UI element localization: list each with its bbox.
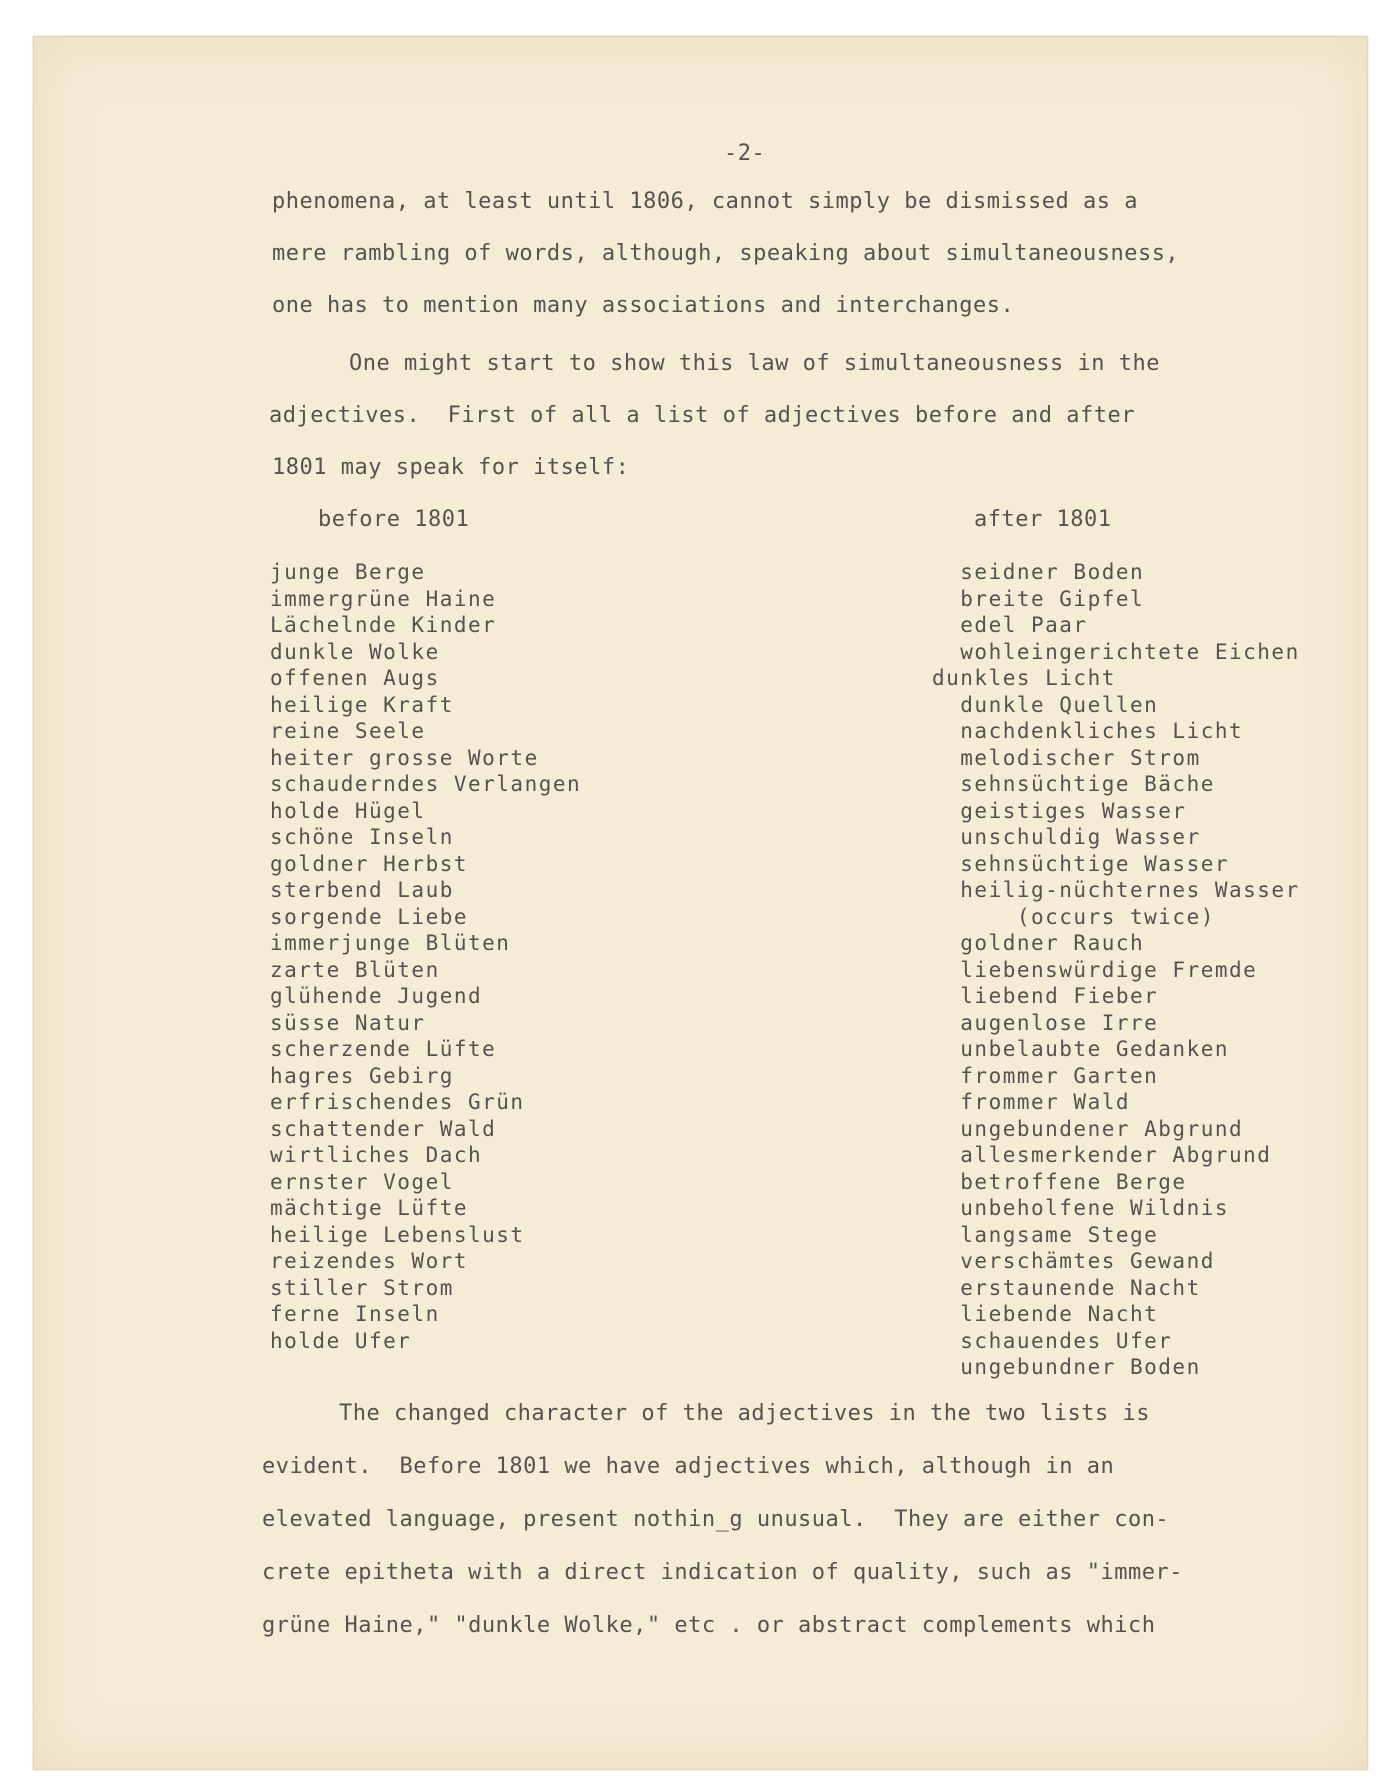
column-heading-before: before 1801 (318, 507, 470, 532)
column-heading-after: after 1801 (974, 507, 1112, 532)
paragraph-line: adjectives. First of all a list of adjectives before and after (269, 403, 1135, 428)
before-item: hagres Gebirg (270, 1063, 454, 1088)
paragraph-line: 1801 may speak for itself: (272, 455, 630, 480)
paragraph-line: phenomena, at least until 1806, cannot simply be dismissed as a (272, 189, 1138, 214)
after-item: erstaunende Nacht (932, 1275, 1201, 1300)
before-item: erfrischendes Grün (270, 1090, 525, 1114)
after-item: unbeholfene Wildnis (932, 1196, 1230, 1220)
after-item: unschuldig Wasser (932, 825, 1201, 849)
after-item: dunkles Licht (932, 666, 1116, 690)
after-item: edel Paar (932, 613, 1088, 637)
after-item: heilig-nüchternes Wasser (932, 878, 1300, 902)
paragraph-line: crete epitheta with a direct indication of quality, such as "immer- (262, 1560, 1183, 1585)
after-item: augenlose Irre (932, 1010, 1159, 1035)
after-item: ungebundener Abgrund (932, 1116, 1244, 1141)
paragraph-line: elevated language, present nothin_g unusual. They are either con- (262, 1507, 1170, 1532)
before-item: heilige Lebenslust (270, 1222, 525, 1247)
after-item: frommer Wald (932, 1090, 1131, 1114)
before-item: offenen Augs (270, 666, 440, 690)
after-item: ungebundner Boden (932, 1355, 1201, 1379)
before-item: ernster Vogel (270, 1169, 454, 1194)
before-item: sorgende Liebe (270, 904, 469, 929)
before-item: immerjunge Blüten (270, 931, 511, 955)
before-item: schauderndes Verlangen (270, 772, 582, 796)
after-item: liebenswürdige Fremde (932, 957, 1258, 982)
after-item: nachdenkliches Licht (932, 719, 1244, 743)
before-item: Lächelnde Kinder (270, 613, 497, 637)
after-item: dunkle Quellen (932, 692, 1159, 717)
adjective-list-before (270, 559, 581, 1354)
after-item: liebende Nacht (932, 1302, 1159, 1326)
paragraph-line: grüne Haine," "dunkle Wolke," etc . or abstract complements which (262, 1613, 1156, 1638)
after-item: (occurs twice) (932, 904, 1215, 929)
paragraph-line: One might start to show this law of simultaneousness in the (349, 351, 1160, 376)
before-item: immergrüne Haine (270, 586, 497, 611)
page-number: -2- (724, 141, 766, 166)
after-item: melodischer Strom (932, 745, 1201, 770)
before-item: schöne Inseln (270, 825, 454, 849)
before-item: sterbend Laub (270, 878, 454, 902)
paragraph-line: one has to mention many associations and interchanges. (272, 293, 1015, 318)
before-item: reine Seele (270, 719, 426, 743)
paragraph-line: mere rambling of words, although, speaking about simultaneousness, (272, 241, 1180, 266)
after-item: frommer Garten (932, 1063, 1159, 1088)
after-item: geistiges Wasser (932, 798, 1187, 823)
after-item: sehnsüchtige Wasser (932, 851, 1230, 876)
typewritten-page (33, 36, 1368, 1770)
after-item: verschämtes Gewand (932, 1249, 1215, 1273)
before-item: glühende Jugend (270, 984, 483, 1008)
before-item: wirtliches Dach (270, 1143, 483, 1167)
before-item: heilige Kraft (270, 692, 454, 717)
after-item: wohleingerichtete Eichen (932, 639, 1300, 664)
before-item: goldner Herbst (270, 851, 469, 876)
before-item: dunkle Wolke (270, 639, 440, 664)
after-item: sehnsüchtige Bäche (932, 772, 1215, 796)
before-item: süsse Natur (270, 1010, 426, 1035)
after-item: liebend Fieber (932, 984, 1159, 1008)
after-item: schauendes Ufer (932, 1328, 1173, 1353)
before-item: holde Ufer (270, 1328, 412, 1353)
before-item: mächtige Lüfte (270, 1196, 469, 1220)
before-item: heiter grosse Worte (270, 745, 539, 770)
paragraph-line: The changed character of the adjectives in the two lists is (339, 1401, 1150, 1426)
paragraph-line: evident. Before 1801 we have adjectives which, although in an (262, 1454, 1115, 1479)
before-item: schattender Wald (270, 1116, 497, 1141)
after-item: betroffene Berge (932, 1169, 1187, 1194)
after-item: seidner Boden (932, 560, 1145, 584)
before-item: reizendes Wort (270, 1249, 469, 1273)
before-item: scherzende Lüfte (270, 1037, 497, 1061)
before-item: holde Hügel (270, 798, 426, 823)
after-item: unbelaubte Gedanken (932, 1037, 1230, 1061)
before-item: ferne Inseln (270, 1302, 440, 1326)
before-item: stiller Strom (270, 1275, 454, 1300)
after-item: breite Gipfel (932, 586, 1145, 611)
before-item: junge Berge (270, 560, 426, 584)
adjective-list-after (932, 559, 1300, 1381)
after-item: langsame Stege (932, 1222, 1159, 1247)
after-item: goldner Rauch (932, 931, 1145, 955)
after-item: allesmerkender Abgrund (932, 1143, 1272, 1167)
before-item: zarte Blüten (270, 957, 440, 982)
